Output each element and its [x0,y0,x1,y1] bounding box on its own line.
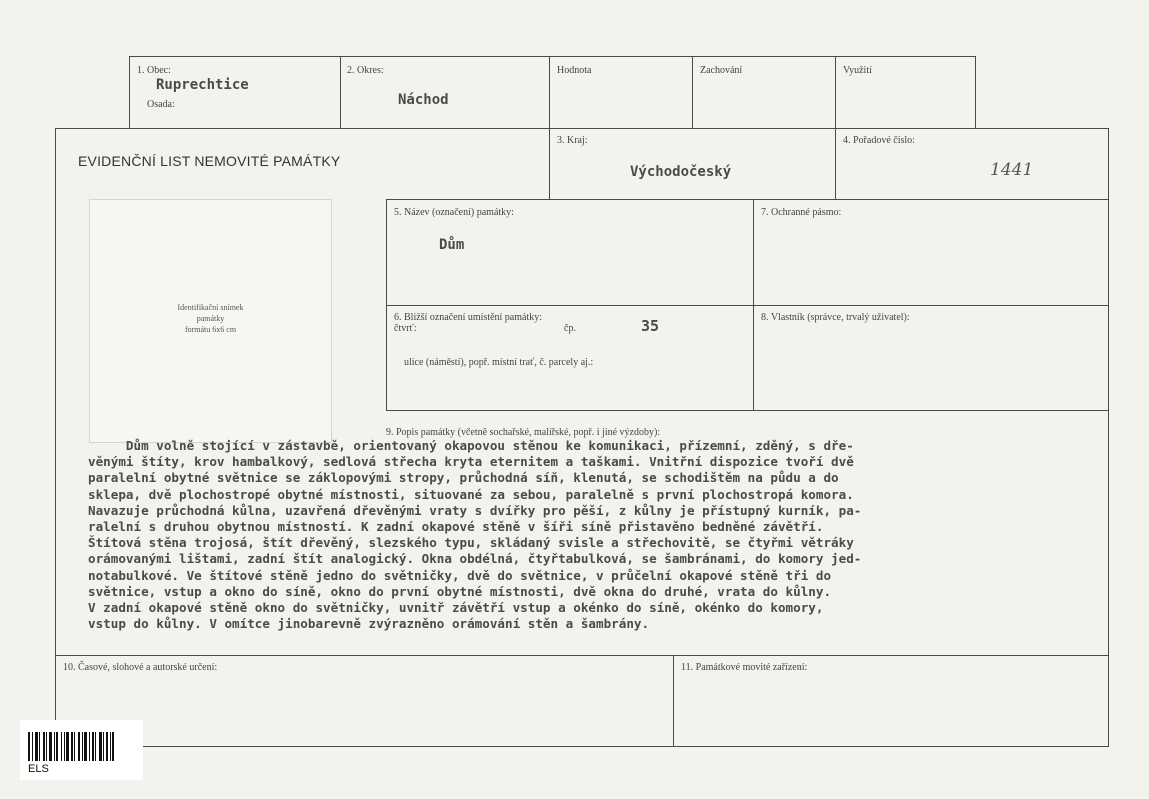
nazev-label: 5. Název (označení) památky: [394,207,514,218]
hodnota-label: Hodnota [557,65,592,76]
popis-line: Dům volně stojící v zástavbě, orientovaný okapovou stěnou ke komunikaci, přízemní, zděný, s dře- [88,438,854,453]
popis-line: Navazuje průchodná kůlna, uzavřená dřevěnými vraty s dvířky pro pěší, z kůlny je přístupný kurník, pa- [88,502,862,518]
popis-line: světnice, vstup a okno do síně, okno do první obytné místnosti, dvě okna do druhé, vrata do kůlny. [88,583,832,599]
barcode-bars [28,732,138,761]
vlastnik-label: 8. Vlastník (správce, trvalý uživatel): [761,312,910,323]
osada-label: Osada: [147,99,175,110]
cp-label: čp. [564,323,576,334]
popis-line: orámovanými lištami, zadní štít analogický. Okna obdélná, čtyřtabulková, se šambránami, do komory jed- [88,551,862,567]
popis-line: V zadní okapové stěně okno do světničky, uvnitř závětří vstup a okénko do síně, okénko do komory, [88,600,824,616]
popis-line: Štítová stěna trojosá, štít dřevěný, slezského typu, skládaný svisle a střechovitě, se čtyřmi větráky [88,535,854,551]
zachovani-label: Zachování [700,65,743,76]
ctvrt-label: čtvrť: [394,323,417,334]
vyuziti-label: Využití [843,65,872,76]
popis-label: 9. Popis památky (včetně sochařské, malířské, popř. i jiné výzdoby): [386,427,661,438]
ochranne-label: 7. Ochranné pásmo: [761,207,842,218]
photo-caption-line: Identifikační snímek [177,303,244,312]
form-heading: EVIDENČNÍ LIST NEMOVITÉ PAMÁTKY [78,153,341,169]
okres-label: 2. Okres: [347,65,384,76]
poradove-value: 1441 [990,160,1034,180]
blizsi-label: 6. Bližší označení umístění památky: [394,312,543,323]
obec-label: 1. Obec: [137,65,171,76]
popis-line: vstup do kůlny. V omítce jinobarevně zvýrazněno orámování stěn a šambrány. [88,616,650,632]
kraj-value: Východočeský [630,164,732,180]
popis-line: věnými štíty, krov hambalkový, sedlová střecha kryta eternitem a taškami. Vnitřní dispozice tvoří dvě [88,454,854,470]
popis-line: paralelní obytné světnice se záklopovými stropy, průchodná síň, klenutá, se schodištěm na půdu a do [88,470,839,486]
popis-text [88,438,1106,632]
nazev-value: Dům [439,237,465,253]
popis-line: ralelní s druhou obytnou místností. K zadní okapové stěně v šíři síně přistavěno bedněné závětří. [88,519,824,535]
ulice-label: ulice (náměstí), popř. místní trať, č. parcely aj.: [404,357,594,368]
popis-line: sklepa, dvě plochostropé obytné místnosti, situované za sebou, paralelně s první plochostropá komora. [88,486,854,502]
kraj-label: 3. Kraj: [557,135,588,146]
photo-placeholder [89,199,332,443]
barcode-label [20,720,143,780]
photo-caption-line: formátu 6x6 cm [184,325,237,334]
poradove-label: 4. Pořadové číslo: [843,135,915,146]
photo-caption [90,302,331,335]
cp-value: 35 [641,317,660,335]
casove-label: 10. Časové, slohové a autorské určení: [63,662,218,673]
movite-label: 11. Památkové movité zařízení: [681,662,808,673]
obec-value: Ruprechtice [156,77,249,93]
photo-caption-line: památky [196,314,225,323]
barcode-text: ELS [28,763,49,775]
popis-line: notabulkové. Ve štítové stěně jedno do světničky, dvě do světnice, v průčelní okapové stěně tři do [88,567,832,583]
okres-value: Náchod [398,92,449,108]
